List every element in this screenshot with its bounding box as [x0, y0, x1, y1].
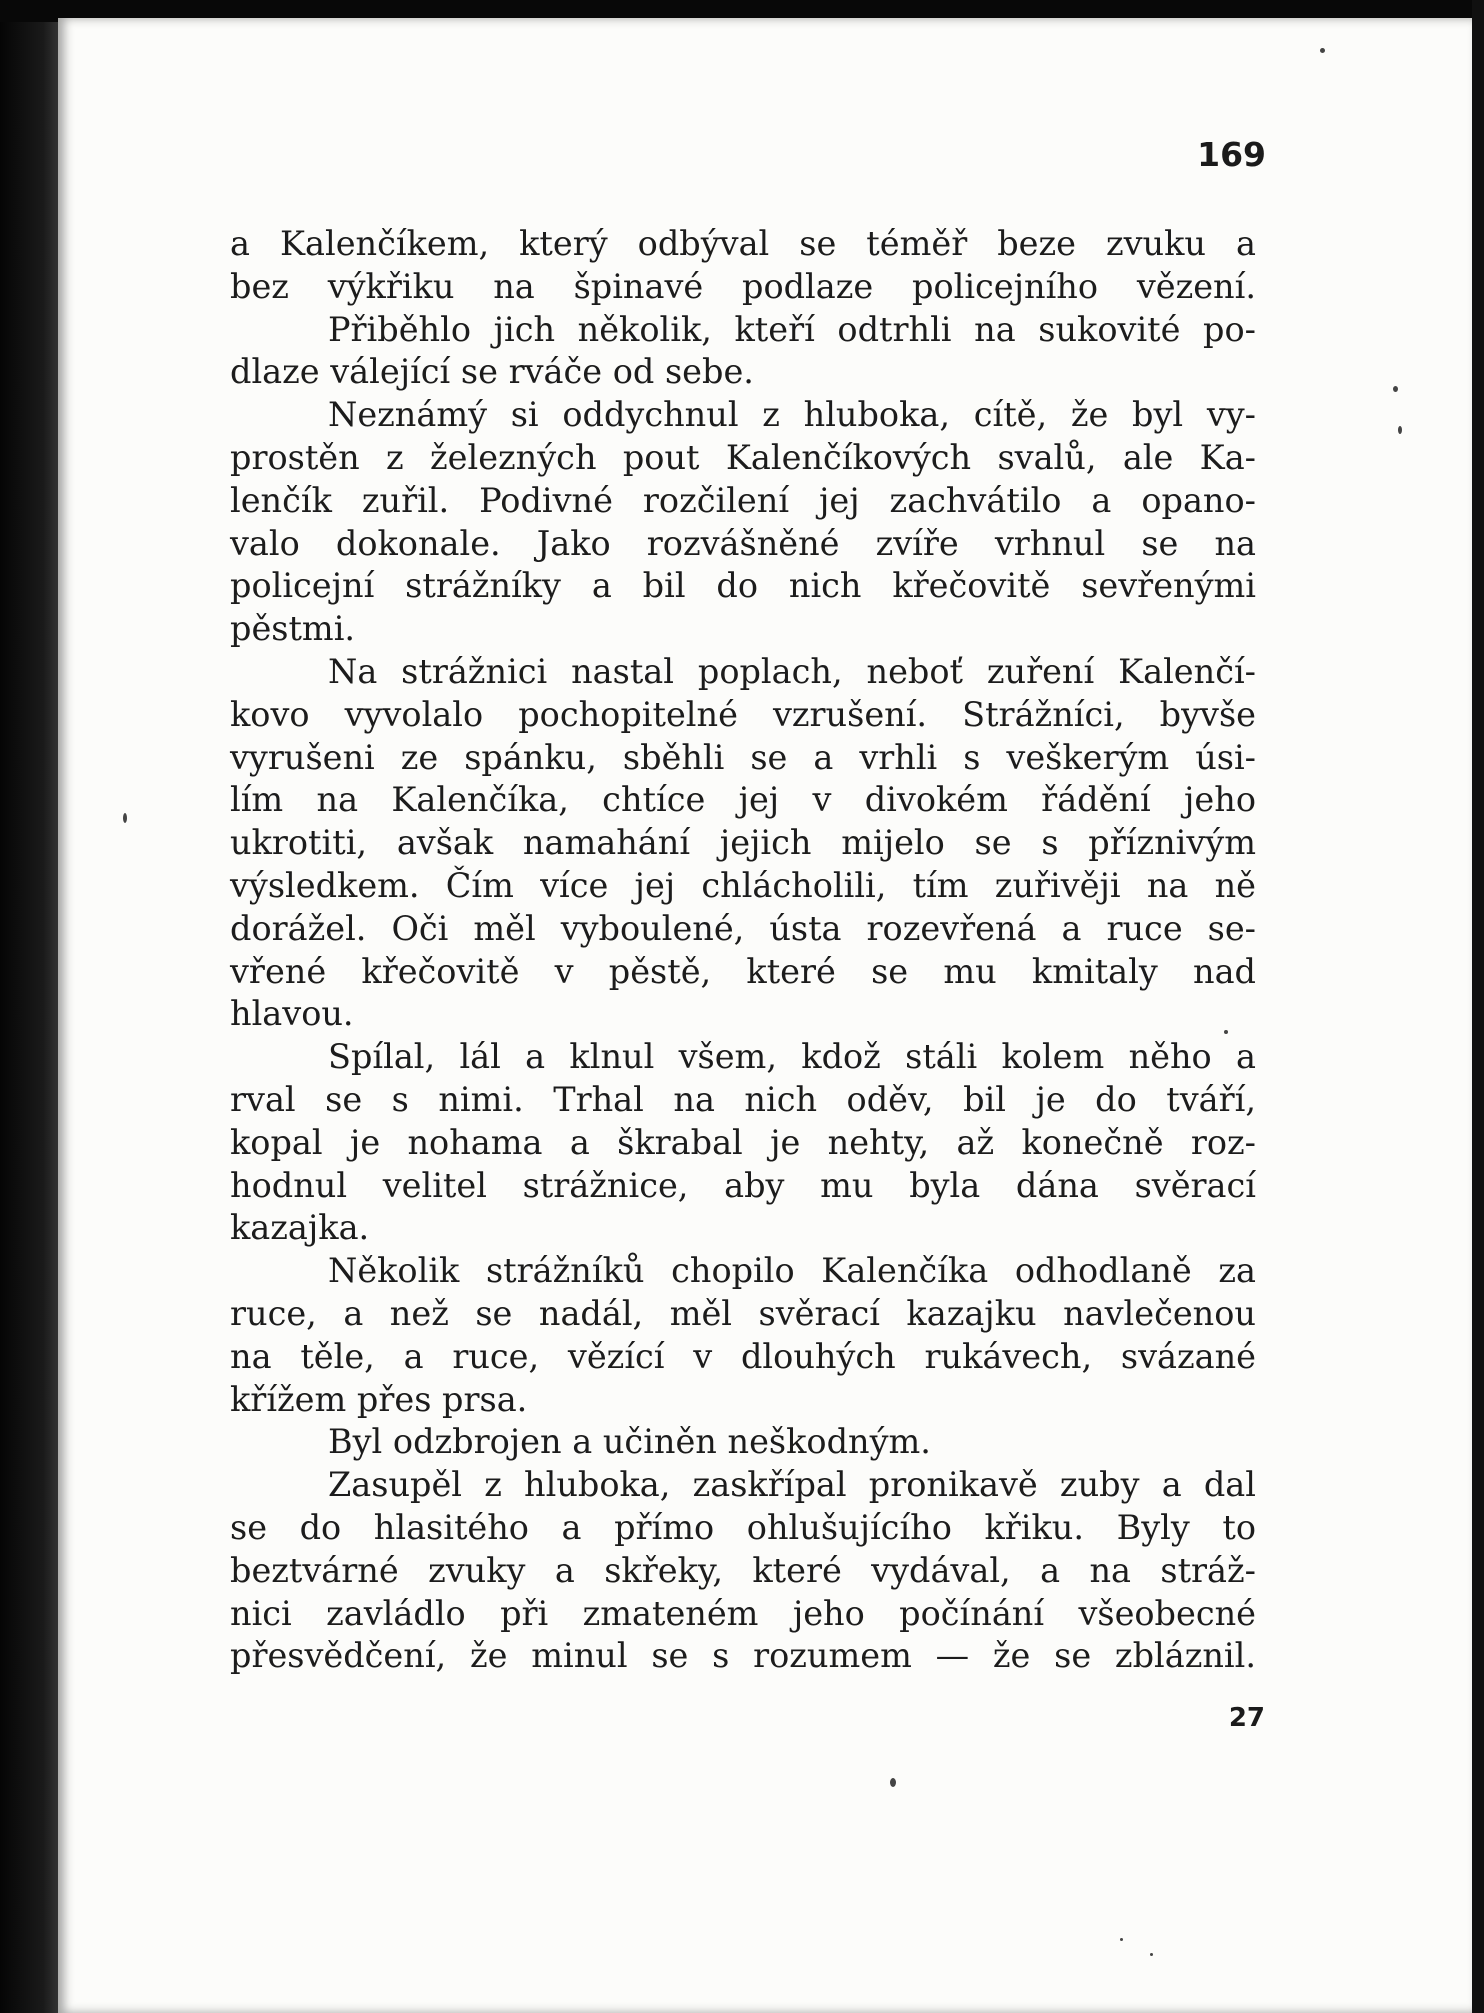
text-line: bez výkřiku na špinavé podlaze policejního vězení.	[230, 266, 1256, 306]
text-line: přesvědčení, že minul se s rozumem — že se zbláznil.	[230, 1636, 1256, 1676]
scan-speck	[890, 1778, 896, 1787]
text-line: křížem přes prsa.	[230, 1379, 528, 1419]
text-line: hlavou.	[230, 994, 354, 1034]
text-line: pěstmi.	[230, 609, 356, 649]
text-line: policejní strážníky a bil do nich křečovitě sevřenými	[230, 566, 1256, 606]
text-line: Neznámý si oddychnul z hluboka, cítě, že byl vy-	[328, 395, 1256, 435]
scan-speck	[1150, 1953, 1153, 1956]
scan-speck	[1393, 386, 1398, 392]
page-number: 169	[1197, 135, 1266, 174]
text-line: Zasupěl z hluboka, zaskřípal pronikavě zuby a dal	[328, 1465, 1256, 1505]
text-line: Přiběhlo jich několik, kteří odtrhli na sukovité po-	[328, 309, 1256, 349]
text-line: se do hlasitého a přímo ohlušujícího křiku. Byly to	[230, 1507, 1256, 1547]
text-line: lenčík zuřil. Podivné rozčilení jej zachvátilo a opano-	[230, 480, 1256, 520]
body-text	[230, 223, 1256, 1678]
text-line: ukrotiti, avšak namahání jejich mijelo se s příznivým	[230, 823, 1256, 863]
scan-right-border	[1472, 0, 1484, 2013]
scan-left-border	[0, 0, 62, 2013]
scan-speck	[1120, 1938, 1123, 1941]
text-line: výsledkem. Čím více jej chlácholili, tím zuřivěji na ně	[230, 865, 1256, 905]
scan-speck	[1320, 48, 1325, 53]
text-line: kopal je nohama a škrabal je nehty, až konečně roz-	[230, 1122, 1256, 1162]
signature-mark: 27	[1228, 1703, 1265, 1733]
text-line: prostěn z železných pout Kalenčíkových svalů, ale Ka-	[230, 437, 1256, 477]
text-line: a Kalenčíkem, který odbýval se téměř beze zvuku a	[230, 224, 1256, 263]
text-line: beztvárné zvuky a skřeky, které vydával, a na stráž-	[230, 1550, 1256, 1590]
text-line: valo dokonale. Jako rozvášněné zvíře vrhnul se na	[230, 523, 1256, 563]
scan-speck	[123, 813, 127, 823]
scan-speck	[1398, 426, 1402, 434]
text-line: ruce, a než se nadál, měl svěrací kazajku navlečenou	[230, 1293, 1256, 1333]
text-line: Byl odzbrojen a učiněn neškodným.	[328, 1422, 931, 1462]
text-line: vřené křečovitě v pěstě, které se mu kmitaly nad	[230, 951, 1256, 991]
text-line: kazajka.	[230, 1208, 370, 1248]
text-line: nici zavládlo při zmateném jeho počínání všeobecné	[230, 1593, 1256, 1633]
text-line: rval se s nimi. Trhal na nich oděv, bil je do tváří,	[230, 1079, 1256, 1119]
text-line: na těle, a ruce, vězící v dlouhých rukávech, svázané	[230, 1336, 1256, 1376]
text-line: Několik strážníků chopilo Kalenčíka odhodlaně za	[328, 1251, 1256, 1291]
text-line: vyrušeni ze spánku, sběhli se a vrhli s veškerým úsi-	[230, 737, 1256, 777]
text-line: dorážel. Oči měl vyboulené, ústa rozevřená a ruce se-	[230, 908, 1256, 948]
text-line: Na strážnici nastal poplach, neboť zuření Kalenčí-	[328, 651, 1256, 691]
text-line: lím na Kalenčíka, chtíce jej v divokém řádění jeho	[230, 780, 1256, 820]
text-line: Spílal, lál a klnul všem, kdož stáli kolem něho a	[328, 1037, 1256, 1077]
text-line: hodnul velitel strážnice, aby mu byla dána svěrací	[230, 1165, 1256, 1205]
text-line: dlaze válející se rváče od sebe.	[230, 352, 754, 392]
text-line: kovo vyvolalo pochopitelné vzrušení. Strážníci, byvše	[230, 694, 1256, 734]
